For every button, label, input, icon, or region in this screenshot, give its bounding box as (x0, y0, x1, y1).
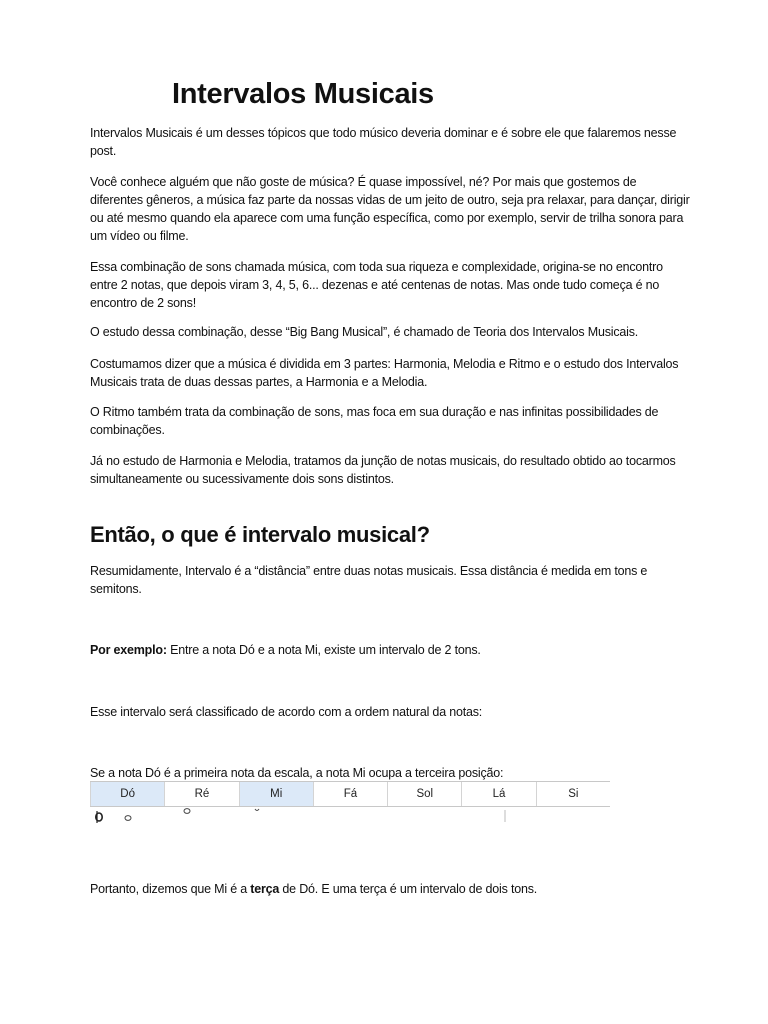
paragraph-example (90, 641, 690, 659)
note-head-re (125, 816, 131, 821)
paragraph-harmony-melody: Já no estudo de Harmonia e Melodia, tratamos da junção de notas musicais, do resultado obtido ao tocarmos simultaneamente ou sucessivamente dois sons distintos. (90, 454, 676, 486)
paragraph-rhythm: O Ritmo também trata da combinação de sons, mas foca em sua duração e nas infinitas possibilidades de combinações. (90, 405, 659, 437)
note-cell-mi: Mi (240, 782, 314, 806)
note-cell-si: Si (568, 788, 579, 800)
paragraph-big-bang: O estudo dessa combinação, desse “Big Bang Musical”, é chamado de Teoria dos Intervalos Musicais. (90, 325, 639, 339)
staff-fragment-image (90, 806, 610, 824)
conclusion-text-before: Portanto, dizemos que Mi é a (90, 882, 251, 896)
example-label: Por exemplo: (90, 643, 167, 657)
conclusion-text-after: de Dó. E uma terça é um intervalo de dois tons. (279, 882, 538, 896)
note-cell-la: Lá (462, 782, 536, 806)
page-title: Intervalos Musicais (172, 78, 434, 110)
paragraph-combination: Essa combinação de sons chamada música, com toda sua riqueza e complexidade, origina-se no encontro entre 2 notas, que depois viram 3, 4, 5, 6... dezenas e até centenas de notas. Mas onde tudo começa é no encontro de 2 sons! (90, 260, 663, 310)
paragraph-conclusion (90, 880, 690, 898)
paragraph-music-genres: Você conhece alguém que não goste de música? É quase impossível, né? Por mais que gostemos de diferentes gêneros, a música faz parte da nossas vidas de um jeito de outro, seja pra relaxar, para dançar, dirigir ou até mesmo quando ela aparece com uma função específica, como por exemplo, servir de trilha sonora para um vídeo ou filme. (90, 175, 690, 243)
note-cell-do: Dó (90, 782, 165, 806)
note-table (90, 781, 610, 807)
paragraph-intro: Intervalos Musicais é um desses tópicos que todo músico deveria dominar e é sobre ele que falaremos nesse post. (90, 126, 677, 158)
conclusion-bold-term: terça (250, 882, 280, 896)
section-heading: Então, o que é intervalo musical? (90, 522, 430, 547)
note-cell-re: Ré (165, 782, 239, 806)
paragraph-classification: Esse intervalo será classificado de acordo com a ordem natural da notas: (90, 705, 483, 719)
example-text: Entre a nota Dó e a nota Mi, existe um intervalo de 2 tons. (166, 643, 481, 657)
note-cell-sol: Sol (388, 782, 462, 806)
note-head-mi (184, 809, 190, 814)
note-mark-fa (255, 809, 259, 811)
paragraph-scale-position: Se a nota Dó é a primeira nota da escala, a nota Mi ocupa a terceira posição: (90, 766, 504, 780)
note-cell-fa: Fá (314, 782, 388, 806)
paragraph-three-parts: Costumamos dizer que a música é dividida em 3 partes: Harmonia, Melodia e Ritmo e o estudo dos Intervalos Musicais trata de duas dessas partes, a Harmonia e a Melodia. (90, 357, 679, 389)
paragraph-definition: Resumidamente, Intervalo é a “distância” entre duas notas musicais. Essa distância é medida em tons e semitons. (90, 564, 648, 596)
